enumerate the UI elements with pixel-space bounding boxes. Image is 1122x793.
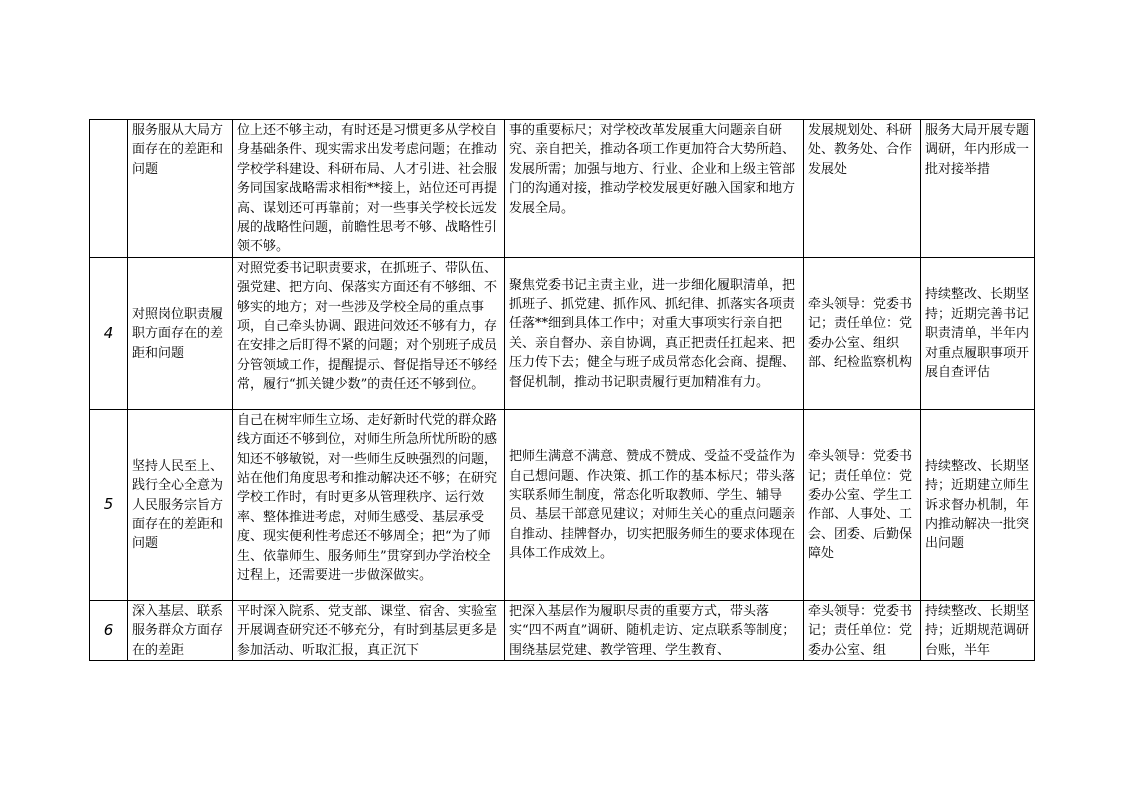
row-number: 4: [90, 257, 128, 409]
problem-cell: 自己在树牢师生立场、走好新时代党的群众路线方面还不够到位，对师生所急所忧所盼的感知还不够敏锐，对一些师生反映强烈的问题，站在他们角度思考和推动解决还不够；在研究学校工作时，有时更多从管理秩序、运行效率、整体推进考虑，对师生感受、基层承受度、现实便利性考虑还不够周全；把“为了师生、依靠师生、服务师生”贯穿到办学治校全过程上，还需要进一步做深做实。: [233, 409, 505, 600]
responsible-cell: 牵头领导：党委书记；责任单位：党委办公室、组: [804, 600, 921, 660]
responsible-cell: 牵头领导：党委书记；责任单位：党委办公室、学生工作部、人事处、工会、团委、后勤保障处: [804, 409, 921, 600]
responsible-cell: 发展规划处、科研处、教务处、合作发展处: [804, 120, 921, 258]
issue-cell: 对照岗位职责履职方面存在的差距和问题: [128, 257, 233, 409]
rectification-table: [89, 119, 1035, 661]
issue-cell: 服务服从大局方面存在的差距和问题: [128, 120, 233, 258]
timeline-cell: 持续整改、长期坚持；近期规范调研台账，半年: [921, 600, 1035, 660]
timeline-cell: 持续整改、长期坚持；近期完善书记职责清单，半年内对重点履职事项开展自查评估: [921, 257, 1035, 409]
measures-cell: 聚焦党委书记主责主业，进一步细化履职清单，把抓班子、抓党建、抓作风、抓纪律、抓落实各项责任落**细到具体工作中；对重大事项实行亲自把关、亲自督办、亲自协调，真正把责任扛起来、把压力传下去；健全与班子成员常态化会商、提醒、督促机制，推动书记职责履行更加精准有力。: [505, 257, 804, 409]
row-number: [90, 120, 128, 258]
row-number: 5: [90, 409, 128, 600]
table-row: [90, 600, 1035, 660]
table-row: [90, 409, 1035, 600]
issue-cell: 深入基层、联系服务群众方面存在的差距: [128, 600, 233, 660]
timeline-cell: 服务大局开展专题调研，年内形成一批对接举措: [921, 120, 1035, 258]
issue-cell: 坚持人民至上、践行全心全意为人民服务宗旨方面存在的差距和问题: [128, 409, 233, 600]
responsible-cell: 牵头领导：党委书记；责任单位：党委办公室、组织部、纪检监察机构: [804, 257, 921, 409]
measures-cell: 事的重要标尺；对学校改革发展重大问题亲自研究、亲自把关，推动各项工作更加符合大势所趋、发展所需；加强与地方、行业、企业和上级主管部门的沟通对接，推动学校发展更好融入国家和地方发展全局。: [505, 120, 804, 258]
table-row: [90, 120, 1035, 258]
problem-cell: 位上还不够主动，有时还是习惯更多从学校自身基础条件、现实需求出发考虑问题；在推动学校学科建设、科研布局、人才引进、社会服务同国家战略需求相衔**接上，站位还可再提高、谋划还可再靠前；对一些事关学校长远发展的战略性问题，前瞻性思考不够、战略性引领不够。: [233, 120, 505, 258]
row-number: 6: [90, 600, 128, 660]
problem-cell: 对照党委书记职责要求，在抓班子、带队伍、强党建、把方向、保落实方面还有不够细、不够实的地方；对一些涉及学校全局的重点事项，自己牵头协调、跟进问效还不够有力，存在安排之后盯得不紧的问题；对个别班子成员分管领域工作，提醒提示、督促指导还不够经常，履行“抓关键少数”的责任还不够到位。: [233, 257, 505, 409]
measures-cell: 把师生满意不满意、赞成不赞成、受益不受益作为自己想问题、作决策、抓工作的基本标尺；带头落实联系师生制度，常态化听取教师、学生、辅导员、基层干部意见建议；对师生关心的重点问题亲自推动、挂牌督办，切实把服务师生的要求体现在具体工作成效上。: [505, 409, 804, 600]
problem-cell: 平时深入院系、党支部、课堂、宿舍、实验室开展调查研究还不够充分，有时到基层更多是参加活动、听取汇报，真正沉下: [233, 600, 505, 660]
measures-cell: 把深入基层作为履职尽责的重要方式，带头落实“四不两直”调研、随机走访、定点联系等制度；围绕基层党建、教学管理、学生教育、: [505, 600, 804, 660]
table-row: [90, 257, 1035, 409]
timeline-cell: 持续整改、长期坚持；近期建立师生诉求督办机制，年内推动解决一批突出问题: [921, 409, 1035, 600]
